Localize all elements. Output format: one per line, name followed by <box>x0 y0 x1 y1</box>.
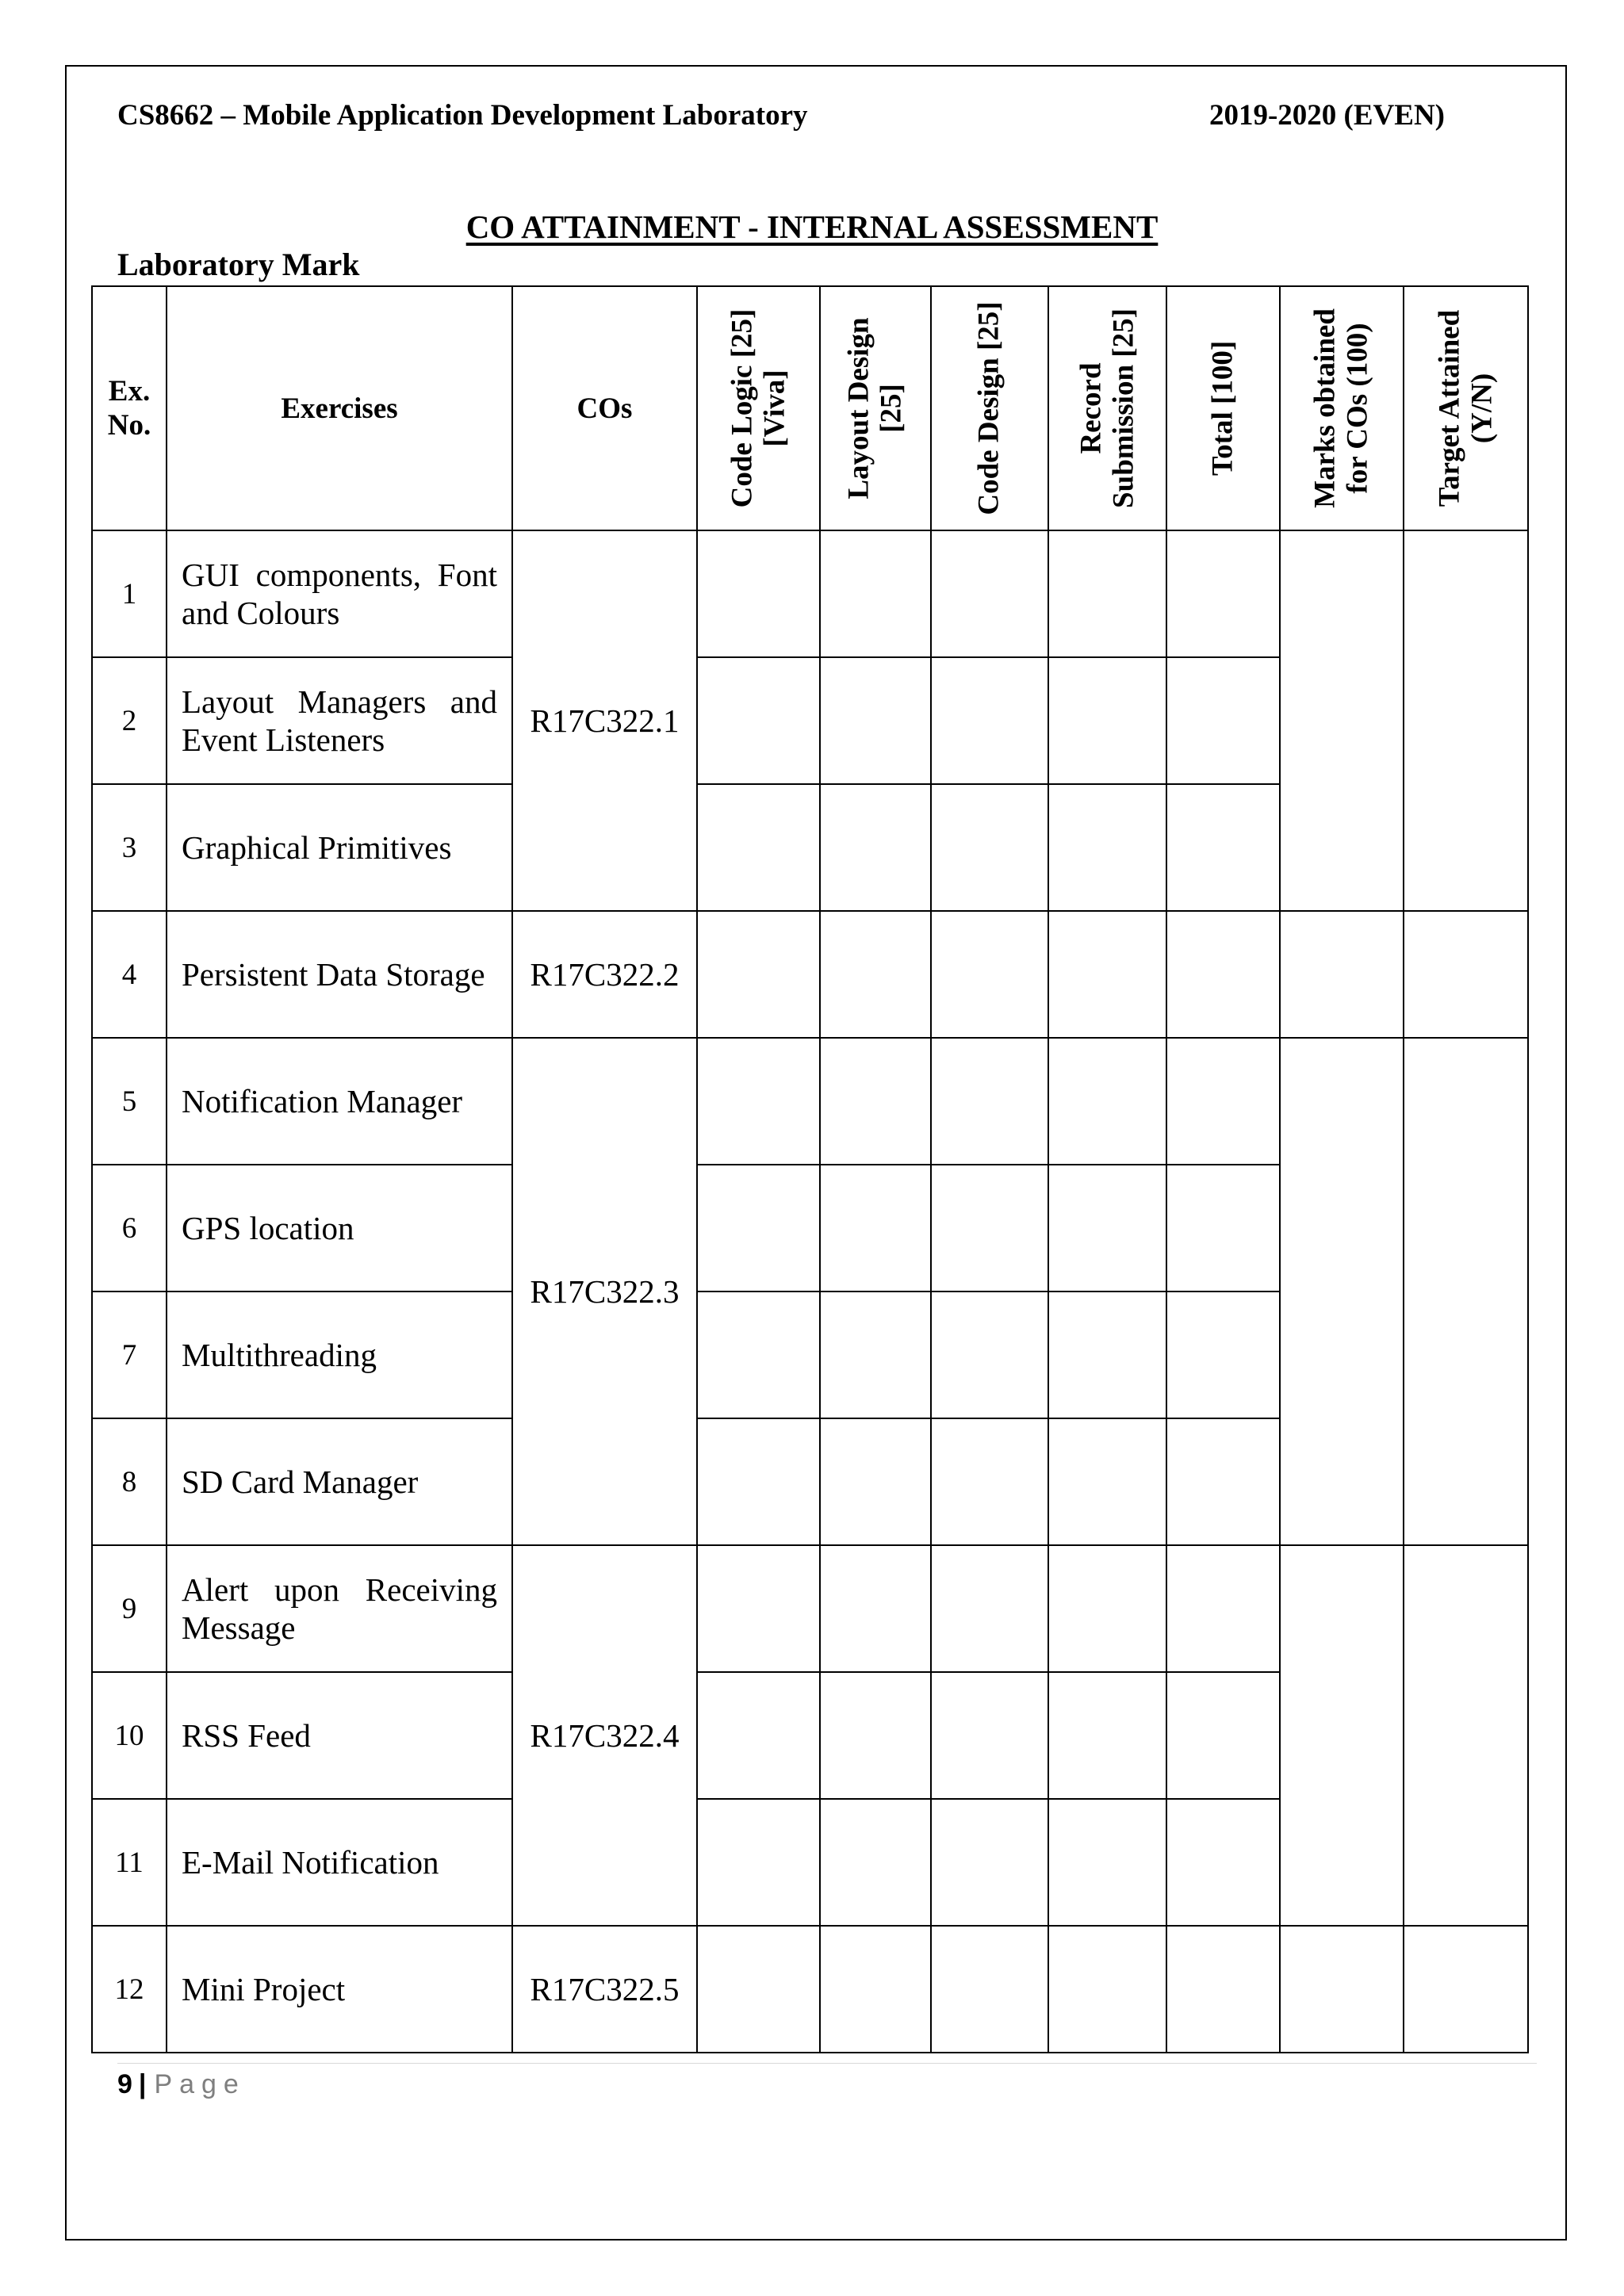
table-header-row <box>92 286 1528 530</box>
record-cell[interactable] <box>1048 911 1166 1038</box>
record-cell[interactable] <box>1048 1038 1166 1165</box>
page-label: Page <box>154 2069 246 2099</box>
co-cell: R17C322.3 <box>512 1038 697 1545</box>
total-cell[interactable] <box>1166 1292 1280 1418</box>
code-logic-cell[interactable] <box>697 1292 820 1418</box>
header-code-design-text: Code Design [25] <box>972 301 1005 515</box>
layout-design-cell[interactable] <box>820 911 931 1038</box>
code-logic-cell[interactable] <box>697 1926 820 2053</box>
layout-design-cell[interactable] <box>820 1418 931 1545</box>
assessment-table <box>91 285 1529 2053</box>
code-logic-cell[interactable] <box>697 784 820 911</box>
page-number: 9 <box>117 2069 132 2099</box>
code-logic-cell[interactable] <box>697 1545 820 1672</box>
exercise-cell: Graphical Primitives <box>167 784 512 911</box>
co-cell: R17C322.1 <box>512 530 697 911</box>
code-design-cell[interactable] <box>931 1545 1048 1672</box>
layout-design-cell[interactable] <box>820 784 931 911</box>
code-design-cell[interactable] <box>931 1672 1048 1799</box>
table-row <box>92 911 1528 1038</box>
layout-design-cell[interactable] <box>820 1799 931 1926</box>
exercise-cell: Layout Managers and Event Listeners <box>167 657 512 784</box>
total-cell[interactable] <box>1166 1799 1280 1926</box>
record-cell[interactable] <box>1048 657 1166 784</box>
layout-design-cell[interactable] <box>820 1292 931 1418</box>
target-attained-cell[interactable] <box>1404 1926 1528 2053</box>
record-cell[interactable] <box>1048 1926 1166 2053</box>
record-cell[interactable] <box>1048 1165 1166 1292</box>
code-logic-cell[interactable] <box>697 911 820 1038</box>
exercise-cell: Multithreading <box>167 1292 512 1418</box>
code-design-cell[interactable] <box>931 657 1048 784</box>
target-attained-cell[interactable] <box>1404 1038 1528 1545</box>
table-row <box>92 1038 1528 1165</box>
total-cell[interactable] <box>1166 1418 1280 1545</box>
target-attained-cell[interactable] <box>1404 530 1528 911</box>
header-total-text: Total [100] <box>1206 340 1239 476</box>
header-total <box>1166 286 1280 530</box>
exno-cell: 8 <box>92 1418 167 1545</box>
header-code-logic-text: Code Logic [25] [Viva] <box>725 308 791 508</box>
code-logic-cell[interactable] <box>697 1799 820 1926</box>
code-design-cell[interactable] <box>931 911 1048 1038</box>
marks-obtained-cell[interactable] <box>1280 1038 1404 1545</box>
table-row <box>92 1545 1528 1672</box>
page-title-text: CO ATTAINMENT - INTERNAL ASSESSMENT <box>465 209 1159 245</box>
total-cell[interactable] <box>1166 911 1280 1038</box>
exno-cell: 3 <box>92 784 167 911</box>
exercise-cell: Mini Project <box>167 1926 512 2053</box>
record-cell[interactable] <box>1048 1418 1166 1545</box>
target-attained-cell[interactable] <box>1404 911 1528 1038</box>
header-exercises: Exercises <box>167 286 512 530</box>
exno-cell: 7 <box>92 1292 167 1418</box>
code-design-cell[interactable] <box>931 1165 1048 1292</box>
exercise-cell: E-Mail Notification <box>167 1799 512 1926</box>
header-exno: Ex. No. <box>92 286 167 530</box>
total-cell[interactable] <box>1166 1545 1280 1672</box>
layout-design-cell[interactable] <box>820 1545 931 1672</box>
section-subtitle: Laboratory Mark <box>117 247 360 282</box>
header-target-attained-text: Target Attained (Y/N) <box>1432 309 1498 507</box>
table-row <box>92 530 1528 657</box>
exno-cell: 6 <box>92 1165 167 1292</box>
exercise-cell: Notification Manager <box>167 1038 512 1165</box>
header-code-design <box>931 286 1048 530</box>
course-title: CS8662 – Mobile Application Development Laboratory <box>117 99 808 132</box>
exno-cell: 4 <box>92 911 167 1038</box>
table-row <box>92 1926 1528 2053</box>
header-layout-design <box>820 286 931 530</box>
code-design-cell[interactable] <box>931 1799 1048 1926</box>
marks-obtained-cell[interactable] <box>1280 911 1404 1038</box>
total-cell[interactable] <box>1166 1672 1280 1799</box>
total-cell[interactable] <box>1166 784 1280 911</box>
record-cell[interactable] <box>1048 1672 1166 1799</box>
code-logic-cell[interactable] <box>697 1418 820 1545</box>
exno-cell: 2 <box>92 657 167 784</box>
co-cell: R17C322.2 <box>512 911 697 1038</box>
layout-design-cell[interactable] <box>820 1672 931 1799</box>
exercise-cell: GPS location <box>167 1165 512 1292</box>
record-cell[interactable] <box>1048 1545 1166 1672</box>
target-attained-cell[interactable] <box>1404 1545 1528 1926</box>
exercise-cell: GUI components, Font and Colours <box>167 530 512 657</box>
exercise-cell: RSS Feed <box>167 1672 512 1799</box>
page-footer <box>117 2069 246 2100</box>
layout-design-cell[interactable] <box>820 1038 931 1165</box>
total-cell[interactable] <box>1166 657 1280 784</box>
record-cell[interactable] <box>1048 1799 1166 1926</box>
layout-design-cell[interactable] <box>820 1926 931 2053</box>
layout-design-cell[interactable] <box>820 530 931 657</box>
exno-cell: 5 <box>92 1038 167 1165</box>
header-layout-design-text: Layout Design [25] <box>842 317 907 499</box>
exercise-cell: Alert upon Receiving Message <box>167 1545 512 1672</box>
code-logic-cell[interactable] <box>697 530 820 657</box>
exno-cell: 11 <box>92 1799 167 1926</box>
footer-divider <box>117 2063 1537 2064</box>
total-cell[interactable] <box>1166 1165 1280 1292</box>
record-cell[interactable] <box>1048 530 1166 657</box>
exno-cell: 12 <box>92 1926 167 2053</box>
header-marks-obtained <box>1280 286 1404 530</box>
header-record-submission <box>1048 286 1166 530</box>
marks-obtained-cell[interactable] <box>1280 1926 1404 2053</box>
exno-cell: 9 <box>92 1545 167 1672</box>
code-design-cell[interactable] <box>931 1926 1048 2053</box>
record-cell[interactable] <box>1048 1292 1166 1418</box>
page-separator: | <box>138 2069 147 2099</box>
record-cell[interactable] <box>1048 784 1166 911</box>
co-cell: R17C322.5 <box>512 1926 697 2053</box>
layout-design-cell[interactable] <box>820 657 931 784</box>
total-cell[interactable] <box>1166 530 1280 657</box>
marks-obtained-cell[interactable] <box>1280 1545 1404 1926</box>
code-logic-cell[interactable] <box>697 1038 820 1165</box>
page-title <box>0 208 1624 246</box>
header-target-attained <box>1404 286 1528 530</box>
code-logic-cell[interactable] <box>697 1672 820 1799</box>
exno-cell: 1 <box>92 530 167 657</box>
header-record-submission-text: Record Submission [25] <box>1074 308 1139 508</box>
code-design-cell[interactable] <box>931 1038 1048 1165</box>
layout-design-cell[interactable] <box>820 1165 931 1292</box>
total-cell[interactable] <box>1166 1926 1280 2053</box>
code-logic-cell[interactable] <box>697 657 820 784</box>
exercise-cell: Persistent Data Storage <box>167 911 512 1038</box>
exno-cell: 10 <box>92 1672 167 1799</box>
marks-obtained-cell[interactable] <box>1280 530 1404 911</box>
code-design-cell[interactable] <box>931 530 1048 657</box>
total-cell[interactable] <box>1166 1038 1280 1165</box>
co-cell: R17C322.4 <box>512 1545 697 1926</box>
header-cos: COs <box>512 286 697 530</box>
code-logic-cell[interactable] <box>697 1165 820 1292</box>
header-code-logic <box>697 286 820 530</box>
code-design-cell[interactable] <box>931 1292 1048 1418</box>
header-marks-obtained-text: Marks obtained for COs (100) <box>1308 308 1373 508</box>
exercise-cell: SD Card Manager <box>167 1418 512 1545</box>
academic-year: 2019-2020 (EVEN) <box>1208 99 1445 132</box>
code-design-cell[interactable] <box>931 1418 1048 1545</box>
code-design-cell[interactable] <box>931 784 1048 911</box>
